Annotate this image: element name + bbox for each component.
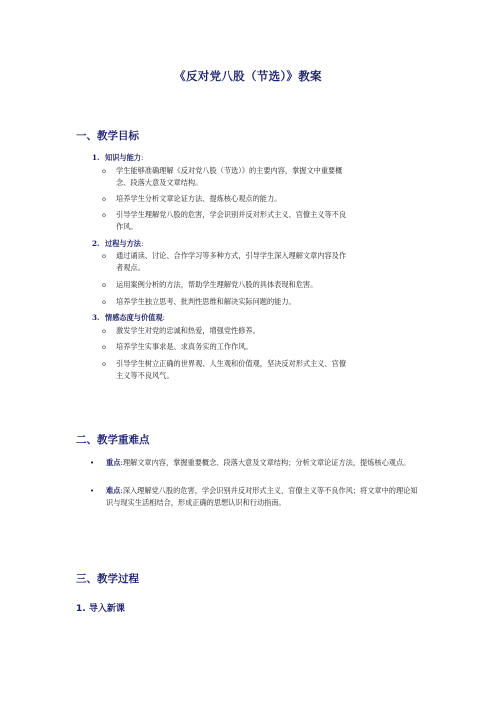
key-point-item: [92, 485, 422, 509]
objective-item-3: [92, 312, 165, 324]
hollow-bullet-icon: o: [102, 298, 106, 306]
hollow-bullet-icon: o: [102, 327, 106, 335]
sub-item: [102, 325, 346, 337]
hollow-bullet-icon: o: [102, 167, 106, 175]
key-point-label: 难点: [106, 486, 121, 495]
sub-item: [102, 165, 346, 189]
item-colon: :: [140, 239, 144, 248]
section-heading-objectives: 一、教学目标: [76, 130, 139, 142]
hollow-bullet-icon: o: [102, 195, 106, 203]
item-label: 知识与能力: [105, 153, 141, 162]
section-heading-key-points: 二、教学重难点: [76, 434, 150, 446]
key-point-text: 理解文章内容，掌握重要概念、段落大意及文章结构；分析文章论证方法，提炼核心观点。: [122, 458, 411, 467]
hollow-bullet-icon: o: [102, 211, 106, 219]
hollow-bullet-icon: o: [102, 281, 106, 289]
objective-item-1: [92, 152, 143, 164]
bullet-icon: •: [90, 487, 95, 495]
sub-item: [102, 358, 347, 382]
sub-item-text: 学生能够准确理解《反对党八股（节选）》的主要内容，掌握文中重要概念、段落大意及文章结构。: [116, 166, 343, 187]
item-label: 过程与方法: [105, 239, 141, 248]
sub-item-text: 培养学生独立思考、批判性思维和解决实际问题的能力。: [116, 297, 296, 306]
key-point-label: 重点: [106, 458, 121, 467]
sub-item: [102, 250, 347, 274]
item-number: 2.: [92, 239, 100, 248]
document-title: 《反对党八股（节选）》教案: [174, 69, 322, 83]
item-label: 情感态度与价值观: [105, 313, 163, 322]
item-number: 3.: [92, 313, 100, 322]
sub-heading-introduction: 1. 导入新课: [76, 604, 125, 614]
bullet-icon: •: [90, 459, 95, 467]
hollow-bullet-icon: o: [102, 360, 106, 368]
item-colon: :: [162, 313, 165, 322]
sub-item-text: 引导学生理解党八股的危害，学会识别并反对形式主义、官僚主义等不良作风。: [116, 210, 347, 231]
item-colon: :: [140, 153, 144, 162]
sub-item: [102, 209, 347, 233]
hollow-bullet-icon: o: [102, 252, 106, 260]
sub-item-text: 激发学生对党的忠诚和热爱，增强党性修养。: [116, 326, 260, 335]
key-point-item: [92, 457, 422, 469]
sub-item: [102, 341, 346, 353]
key-point-colon: :: [120, 458, 123, 467]
sub-item-text: 运用案例分析的方法，帮助学生理解党八股的具体表现和危害。: [116, 280, 318, 289]
sub-item: [102, 296, 346, 308]
key-point-colon: :: [120, 486, 123, 495]
sub-item: [102, 279, 346, 291]
sub-item-text: 培养学生分析文章论证方法、提炼核心观点的能力。: [116, 194, 282, 203]
sub-item: [102, 193, 346, 205]
hollow-bullet-icon: o: [102, 343, 106, 351]
sub-item-text: 通过诵读、讨论、合作学习等多种方式，引导学生深入理解文章内容及作者观点。: [116, 251, 347, 272]
item-number: 1.: [92, 153, 100, 162]
sub-item-text: 培养学生实事求是、求真务实的工作作风。: [116, 342, 253, 351]
sub-item-text: 引导学生树立正确的世界观、人生观和价值观，坚决反对形式主义、官僚主义等不良风气。: [116, 359, 347, 380]
objective-item-2: [92, 238, 143, 250]
section-heading-process: 三、教学过程: [76, 573, 139, 585]
key-point-text: 深入理解党八股的危害，学会识别并反对形式主义、官僚主义等不良作风；将文章中的理论知识与现实生活相结合，形成正确的思想认识和行动指南。: [106, 486, 418, 507]
